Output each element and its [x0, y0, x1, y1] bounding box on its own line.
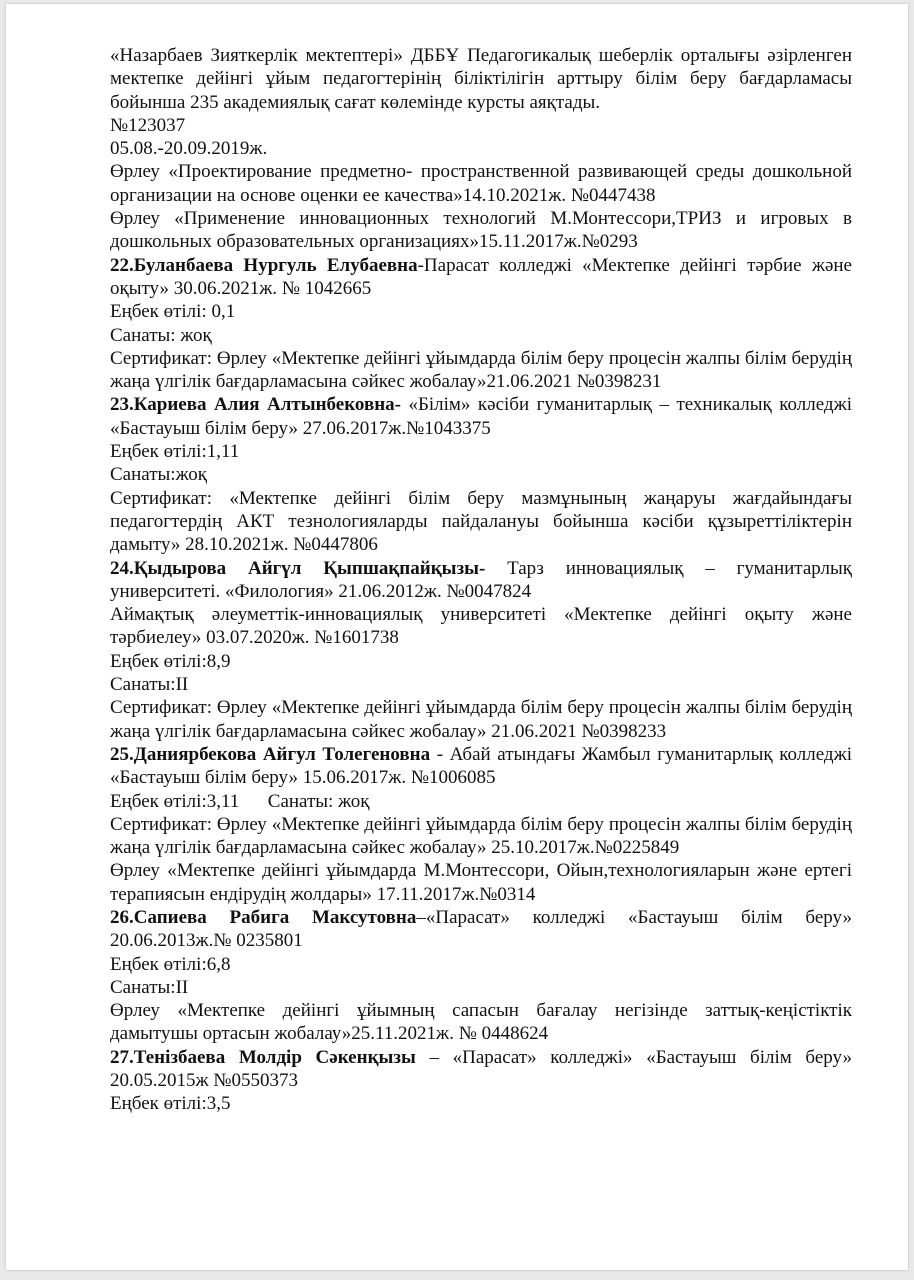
text-run: Санаты: жоқ: [110, 324, 212, 346]
text-run: Санаты:ІІ: [110, 674, 189, 696]
text-run: Сертификат: «Мектепке дейінгі білім беру мазмұнының жаңаруы жағдайындағы педагогтердің АКТ тезнологияларды пайдалануы бойынша кәсіби құзыреттіліктерін дамыту» 28.10.2021ж. №0447806: [110, 487, 852, 556]
paragraph: [110, 696, 852, 743]
text-run: Өрлеу «Мектепке дейінгі ұйымның сапасын бағалау негізінде заттық-кеңістіктік дамытушы ортасын жобалау»25.11.2021ж. № 0448624: [110, 1000, 852, 1045]
text-run: Аймақтық әлеуметтік-инновациялық университеті «Мектепке дейінгі оқыту және тәрбиелеу» 03.07.2020ж. №1601738: [110, 604, 852, 649]
text-run: Өрлеу «Проектирование предметно- пространственной развивающей среды дошкольной организации на основе оценки ее качества»14.10.2021ж. №0447438: [110, 161, 852, 206]
text-run: Сертификат: Өрлеу «Мектепке дейінгі ұйымдарда білім беру процесін жалпы білім берудің жаңа үлгілік бағдарламасына сәйкес жобалау» 25.10.2017ж.№0225849: [110, 813, 852, 859]
text-run: Еңбек өтілі:6,8: [110, 953, 231, 975]
text-run: -Парасат колледжі «Мектепке дейінгі тәрбие және оқыту» 30.06.2021ж. № 1042665: [110, 254, 852, 299]
paragraph: [110, 324, 852, 347]
person-name: 22.Буланбаева Нургуль Елубаевна: [110, 254, 418, 276]
paragraph: [110, 463, 852, 486]
text-run: «Назарбаев Зияткерлік мектептері» ДББҰ Педагогикалық шеберлік орталығы әзірленген мектепке дейінгі ұйым педагогтерінің біліктілігін арттыру білім беру бағдарламасы бойынша 235 академиялық сағат көлемінде курсты аяқтады.: [110, 45, 852, 113]
text-run: №123037: [110, 114, 186, 136]
text-run: Сертификат: Өрлеу «Мектепке дейінгі ұйымдарда білім беру процесін жалпы білім берудің жаңа үлгілік бағдарламасына сәйкес жобалау»21.06.2021 №0398231: [110, 347, 852, 393]
document-page: [6, 4, 908, 1270]
text-run: Еңбек өтілі:8,9: [110, 650, 231, 672]
paragraph: [110, 1046, 852, 1093]
paragraph: [110, 44, 852, 114]
document-text: [110, 44, 852, 1116]
text-run: Тарз инновациялық – гуманитарлық университеті. «Филология» 21.06.2012ж. №0047824: [110, 557, 853, 602]
paragraph: [110, 859, 852, 906]
person-name: 23.Кариева Алия Алтынбековна-: [110, 394, 401, 416]
person-name: 24.Қыдырова Айгүл Қыпшақпайқызы-: [110, 557, 486, 579]
paragraph: [110, 160, 852, 207]
paragraph: [110, 906, 852, 953]
paragraph: [110, 999, 852, 1046]
paragraph: [110, 1092, 852, 1115]
paragraph: [110, 487, 852, 557]
text-run: Өрлеу «Мектепке дейінгі ұйымдарда М.Монтессори, Ойын,технологияларын және ертегі терапиясын ендірудің жолдары» 17.11.2017ж.№0314: [110, 860, 852, 905]
paragraph: [110, 743, 852, 790]
paragraph: [110, 976, 852, 999]
paragraph: [110, 347, 852, 394]
paragraph: [110, 953, 852, 976]
paragraph: [110, 300, 852, 323]
text-run: Еңбек өтілі:3,5: [110, 1093, 231, 1115]
paragraph: [110, 114, 852, 137]
text-run: «Білім» кәсіби гуманитарлық – техникалық колледжі «Бастауыш білім беру» 27.06.2017ж.№1043375: [110, 394, 852, 439]
text-run: Санаты:жоқ: [110, 464, 207, 486]
text-run: Санаты:ІІ: [110, 976, 189, 998]
paragraph: [110, 603, 852, 650]
paragraph: [110, 813, 852, 860]
person-name: 25.Даниярбекова Айгул Толегеновна: [110, 743, 431, 765]
text-run: – «Парасат» колледжі» «Бастауыш білім беру» 20.05.2015ж №0550373: [110, 1046, 852, 1092]
text-run: Еңбек өтілі: 0,1: [110, 301, 236, 323]
text-run: 05.08.-20.09.2019ж.: [110, 138, 268, 160]
paragraph: [110, 650, 852, 673]
text-run: Сертификат: Өрлеу «Мектепке дейінгі ұйымдарда білім беру процесін жалпы білім берудің жаңа үлгілік бағдарламасына сәйкес жобалау» 21.06.2021 №0398233: [110, 697, 852, 742]
text-run: - Абай атындағы Жамбыл гуманитарлық колледжі «Бастауыш білім беру» 15.06.2017ж. №1006085: [110, 743, 852, 789]
paragraph: [110, 393, 852, 440]
paragraph: [110, 673, 852, 696]
paragraph: [110, 790, 852, 813]
text-run: –«Парасат» колледжі «Бастауыш білім беру» 20.06.2013ж.№ 0235801: [110, 906, 852, 952]
paragraph: [110, 557, 852, 604]
text-run: Еңбек өтілі:1,11: [110, 441, 240, 463]
paragraph: [110, 440, 852, 463]
text-run: Еңбек өтілі:3,11 Санаты: жоқ: [110, 790, 370, 812]
paragraph: [110, 254, 852, 301]
person-name: 26.Сапиева Рабига Максутовна: [110, 906, 417, 928]
person-name: 27.Тенізбаева Молдір Сәкенқызы: [110, 1046, 416, 1068]
paragraph: [110, 207, 852, 254]
text-run: Өрлеу «Применение инновационных технологий М.Монтессори,ТРИЗ и игровых в дошкольных образовательных организациях»15.11.2017ж.№0293: [110, 208, 852, 253]
paragraph: [110, 137, 852, 160]
